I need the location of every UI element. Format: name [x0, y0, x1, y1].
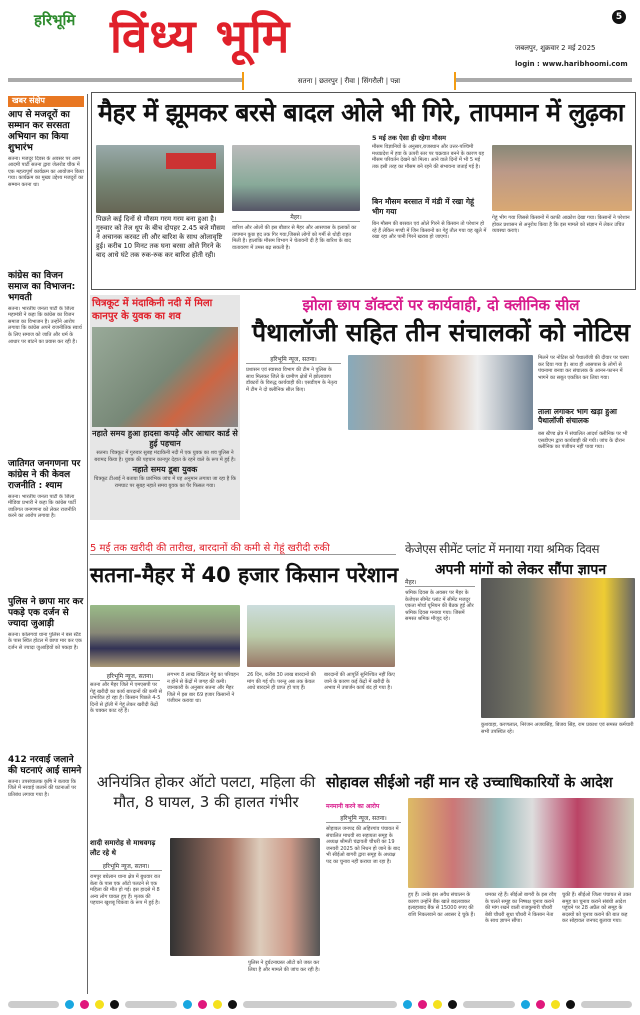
auto-body: पुलिस ने दुर्घटनाग्रस्त ऑटो को जब्त कर लिया है और मामले की जांच कर रही है। [248, 960, 320, 973]
sohawal-story [326, 772, 636, 997]
chitrakoot-story [90, 295, 240, 520]
byline: हरिभूमि न्यूज, सतना। [326, 814, 401, 823]
haribhoomi-logo: हरिभूमि [34, 11, 76, 29]
women-memorandum-photo [408, 798, 634, 888]
sohawal-body: चुकी हैं। सीईओ जिला पंचायत से उक्त समूह का चुनाव कराने संबंधी आदेश पहुंचने पर 28 अप्रैल को समूह के सदस्यों को चुनाव कराने की बात कह कर सोहावल जनपद बुलाया गया। [562, 892, 632, 924]
lead-body: मौसम विज्ञानियों के अनुसार,राजस्थान और उत्तर-पश्चिमी मध्यप्रदेश में हवा के ऊपरी स्तर पर चक्रवात बनने के कारण यह मौसम परिवर्तन देखने को मिला। आने वाले दिनों में भी 5 मई तक इसी तरह का मौसम बने रहने की संभावना जताई गई है। [372, 144, 485, 170]
pathology-body: मिलने पर नोटिस को पैथालॉजी की दीवार पर चस्पा कर दिया गया है। साथ ही आसपास के लोगों से पंचनामा बनवा कर संचालक के आनन-फानन में भागने का सबूत एकत्रित कर लिया गया। [538, 355, 629, 381]
photo-caption: मैहर। [232, 213, 360, 222]
brief-headline: 412 नरवाई जलाने की घटनाएं आई सामने [8, 754, 82, 776]
brief-body: सतना। भारतीय जनता पार्टी के जिला महामंत्री ने कहा कि कांग्रेस का विजन समाज का विभाजन है। उन्होंने आरोप लगाया कि कांग्रेस अपने राजनीतिक स्वार्थ के लिए समाज को जाति और धर्म के आधार पर बांटने का प्रयास कर रही है। [8, 305, 82, 345]
chitrakoot-body: चित्रकूट टीआई ने बताया कि प्रारंभिक जांच में यह अनुमान लगाया जा रहा है कि रामघाट पर सुबह नहाते समय युवक का पैर फिसल गया। [93, 476, 237, 489]
sohawal-body: सोहावल जनपद की अहिरगांव पंचायत में संचालित माधवी स्व सहायता समूह के अध्यक्ष श्रीमती चंद्रावती चौधरी का 19 जनवरी 2025 को निधन हो जाने के बाद भी सीईओ बागरी द्वारा समूह के अध्यक्ष पद का चुनाव नहीं कराया जा रहा है। [326, 826, 400, 865]
brief-headline: पुलिस ने छापा मार कर पकड़े एक दर्जन से ज्यादा जुआड़ी [8, 596, 84, 629]
cyan-dot [403, 1000, 412, 1009]
yellow-dot [213, 1000, 222, 1009]
byline: हरिभूमि न्यूज, सतना। [246, 355, 341, 364]
chitrakoot-headline: चित्रकूट में मंदाकिनी नदी में मिला कानपुर के युवक का शव [92, 298, 213, 322]
auto-accident-story [90, 772, 322, 997]
injured-woman-photo [170, 838, 320, 956]
black-dot [448, 1000, 457, 1009]
kjs-kicker: केजेएस सीमेंट प्लांट में मनाया गया श्रमिक दिवस [405, 542, 599, 556]
byline: हरिभूमि न्यूज, सतना। [100, 672, 160, 681]
rain-street-photo [232, 145, 360, 211]
magenta-dot [80, 1000, 89, 1009]
issue-date: जबलपुर, शुक्रवार 2 मई 2025 [515, 44, 596, 52]
kjs-body: श्रमिक दिवस के अवसर पर मैहर के केजेएस सीमेंट प्लांट में सीमेंट मजदूर एकता मोर्चा यूनियन की बैठक हुई और श्रमिक दिवस मनाया गया। जिसमें समस्त श्रमिक मौजूद रहे। [405, 590, 474, 622]
brief-body: सतना। कोलगवां थाना पुलिस ने बस स्टैंड के पास स्थित होटल में छापा मार कर एक दर्जन से ज्यादा जुआड़ियों को पकड़ा है। [8, 631, 82, 651]
sohawal-kicker: मनमानी करने का आरोप [326, 803, 380, 810]
magenta-dot [198, 1000, 207, 1009]
yellow-dot [551, 1000, 560, 1009]
gray-bar [581, 1001, 632, 1008]
brief-headline: जातिगत जनगणना पर कांग्रेस ने की केवल राजनीति : श्याम [8, 458, 81, 491]
pull-quote: पिछले कई दिनों से मौसम गरम गरम बना हुआ है। गुरुवार को तेज धूप के बीच दोपहर 2.45 बजे मौसम ने अचानक करवट ली और बारिश के साथ ओलावृष्टि हुई। करीब 10 मिनट तक घना बरसा ओले गिरने के बाद आधे घंटे तक रुक-रुक कर बारिश होती रही। [96, 215, 225, 259]
lead-headline: मैहर में झूमकर बरसे बादल ओले भी गिरे, तापमान में लुढ़का [98, 98, 624, 127]
chitrakoot-body: सतना। चित्रकूट में गुरुवार सुबह मंदाकिनी नदी में एक युवक का शव पुलिस ने बरामद किया है। युवक की पहचान कानपुर देहात के रहने वाले के रूप में हुई है। [94, 450, 236, 463]
yellow-dot [433, 1000, 442, 1009]
cyan-dot [183, 1000, 192, 1009]
sohawal-body: धमका रहे हैं। सीईओ बागरी के इस रवैए के चलते समूह का निष्पक्ष चुनाव कराने की मांग रखने वाली राजकुमारी चौधरी बेबी चौधरी सुधा चौधरी ने किसान नेता के साथ ज्ञापन सौंपा। [485, 892, 557, 924]
news-brief-sidebar [8, 96, 84, 798]
wheat-body: बारदानों की आपूर्ति सुनिश्चित नहीं किए जाने के कारण कई केंद्रों में खरीदी के अभाव में उपार्जन कार्य बंद हो गया है। [324, 672, 395, 691]
gray-bar [243, 1001, 397, 1008]
pathology-body: प्रशासन एवं स्वास्थ्य विभाग की टीम ने पुलिस के साथ मिलकर जिले के ग्रामीण क्षेत्रों में झोलाछाप डॉक्टरों के विरुद्ध कार्यवाही की। एसडीएम के नेतृत्व में टीम ने दो क्लीनिक सील किए। [246, 367, 338, 393]
auto-subhead: शादी समारोह से माधवगढ़ लौट रहे थे [90, 839, 156, 857]
caption-title: नहाते समय हुआ हादसा कपड़े और आधार कार्ड से हुई पहचान [92, 429, 238, 448]
wheat-body: 26 दिन, करीब 30 लाख बारदानों की मांग की गई थी। परन्तु अब तक केवल आधे बारदाने ही प्राप्त हो पाए हैं। [247, 672, 316, 691]
brief-body: सतना। मजदूर दिवस के अवसर पर आम आदमी पार्टी सतना द्वारा जेलरोड चौक में एक महत्वपूर्ण कार्यक्रम का आयोजन किया गया। कार्यक्रम का मुख्य उद्देश्य मजदूरों का सम्मान करना था। [8, 155, 84, 188]
pathology-body: बस स्टैण्ड क्षेत्र में संचालित आदर्श क्लीनिक पर भी एसडीएम द्वारा कार्यवाही की गयी। जांच के दौरान क्लीनिक का पंजीयन नहीं पाया गया। [538, 431, 628, 450]
news-brief-label: खबर संक्षेप [8, 96, 84, 107]
wheat-sacks-photo [247, 605, 395, 667]
kjs-caption: कुशवाहा, करणलाल, निरंजन अजयसिंह, बिजय सिंह, राम प्रकाश एवं समस्त कर्मचारी सभी उपस्थित रहे। [481, 722, 634, 735]
kjs-story [405, 540, 636, 770]
brief-body: सतना। भारतीय जनता पार्टी के जिला मीडिया प्रभारी ने कहा कि कांग्रेस पार्टी जातिगत जनगणना को लेकर राजनीति करने का आरोप लगाया है। [8, 493, 76, 520]
edition-title: विंध्य भूमि [110, 9, 292, 63]
wheat-story [90, 540, 399, 770]
wheat-kicker: 5 मई तक खरीदी की तारीख, बारदानों की कमी से गेहूं खरीदी रुकी [90, 540, 396, 555]
brief-headline: कांग्रेस का विजन समाज का विभाजन: भगवती [8, 270, 76, 303]
brief-headline: आप से मजदूरों का सम्मान कर सरसता अभियान का किया शुभारंभ [8, 109, 70, 153]
column-divider [87, 94, 88, 994]
lead-body: गेहूं भीग गया जिससे किसानों में काफी आक्रोश देखा गया। किसानों ने परेशान होकर प्रशासन से अनुरोध किया है कि इस मामले को संज्ञान में लेकर उचित व्यवस्था कराएं। [492, 215, 630, 234]
wheat-heap-photo [492, 145, 632, 211]
inspection-photo [348, 355, 533, 430]
auto-headline: अनियंत्रित होकर ऑटो पलटा, महिला की मौत, 8 घायल, 3 की हालत गंभीर [96, 773, 316, 811]
street-vendor-photo [96, 145, 224, 213]
brief-body: सतना। उपसंचालक कृषि ने बताया कि जिले में नरवाई जलाने की घटनाओं पर प्रतिबंध लगाया गया है। [8, 778, 77, 798]
lead-story [91, 92, 636, 290]
yellow-dot [95, 1000, 104, 1009]
lead-body: बारिश और ओलों की इस बौछार से मैहर और आसपास के इलाकों का तापमान कुछ हद तक गिर गया,जिससे लोगों को गर्मी से थोड़ी राहत मिली है। हालांकि मौसम विभाग ने चेतावनी दी है कि बारिश के बाद वातावरण में उमस बढ़ सकती है। [232, 225, 357, 251]
cyan-dot [521, 1000, 530, 1009]
pathology-story [246, 295, 636, 520]
byline: हरिभूमि न्यूज, सतना। [90, 862, 162, 871]
magenta-dot [536, 1000, 545, 1009]
wheat-body: लगभग 8 लाख क्विंटल गेहूं का परिवहन न होने से केंद्रों में जगह की कमी। जानकारी के अनुसार सतना और मैहर जिले में इस बार 69 हजार किसानों ने पंजीयन कराया था। [167, 672, 239, 704]
river-rescue-photo [92, 327, 238, 427]
sohawal-body: हुए हैं। उनके इस अवैध संचालन के कारण उन्होंने बैंक खाते बदलवाकर इलाहाबाद बैंक से 15000 रुपए की राशि निकलवाने का अवसर दे चुके हैं। [408, 892, 476, 918]
black-dot [228, 1000, 237, 1009]
sohawal-headline: सोहावल सीईओ नहीं मान रहे उच्चाधिकारियों के आदेश [326, 775, 613, 791]
chitrakoot-subhead: नहाते समय डूबा युवक [132, 465, 198, 474]
gray-bar [463, 1001, 514, 1008]
black-dot [566, 1000, 575, 1009]
print-registration-marks [8, 998, 632, 1010]
gray-bar [125, 1001, 176, 1008]
lead-subhead: बिन मौसम बरसात में मंडी में रखा गेहूं भीग गया [372, 197, 475, 216]
cyan-dot [65, 1000, 74, 1009]
kjs-headline: अपनी मांगों को लेकर सौंपा ज्ञापन [434, 562, 607, 578]
lead-body: बिन मौसम की बरसात एवं ओले गिरने से किसान तो परेशान हो रहे हैं लेकिन मण्डी में जिन किसानों का गेहूं तौल गया वह खुले में रखा रहा और पानी गिरने खराब हो जाएगा। [372, 221, 487, 240]
website-link[interactable]: login : www.haribhoomi.com [515, 60, 628, 68]
auto-body: रामपुर बघेलान थाना क्षेत्र में बुधवार रात बेला के पास एक ऑटो पलटने से एक महिला की मौत हो गई। इस हादसे में 8 अन्य लोग घायल हुए हैं। मृतक की पहचान खुशबू चिकवा के रूप में हुई है। [90, 874, 161, 906]
gray-bar [8, 1001, 59, 1008]
magenta-dot [418, 1000, 427, 1009]
tractors-photo [90, 605, 240, 667]
pathology-kicker: झोला छाप डॉक्टरों पर कार्यवाही, दो क्लीनिक सील [302, 296, 580, 314]
page-number: 5 [612, 10, 626, 24]
pathology-headline: पैथालॉजी सहित तीन संचालकों को नोटिस [252, 318, 630, 347]
dateline: मैहर। [405, 578, 475, 587]
pathology-subhead: ताला लगाकर भाग खड़ा हुआ पैथालॉजी संचालक [538, 407, 617, 425]
district-list: सतना | छतरपुर | रीवा | सिंगरौली | पन्ना [242, 72, 456, 90]
wheat-headline: सतना-मैहर में 40 हजार किसान परेशान [90, 563, 399, 587]
lead-subhead: 5 मई तक ऐसा ही रहेगा मौसम [372, 134, 446, 142]
black-dot [110, 1000, 119, 1009]
workers-photo [481, 578, 635, 718]
wheat-body: सतना और मैहर जिले में एमएसपी पर गेहूं खरीदी का कार्य बारदानों की कमी से प्रभावित हो रहा है। किसान पिछले 4-5 दिनों से ट्रॉली में गेहूं लेकर खरीदी केंद्रों के चक्कर काट रहे हैं। [90, 682, 163, 714]
